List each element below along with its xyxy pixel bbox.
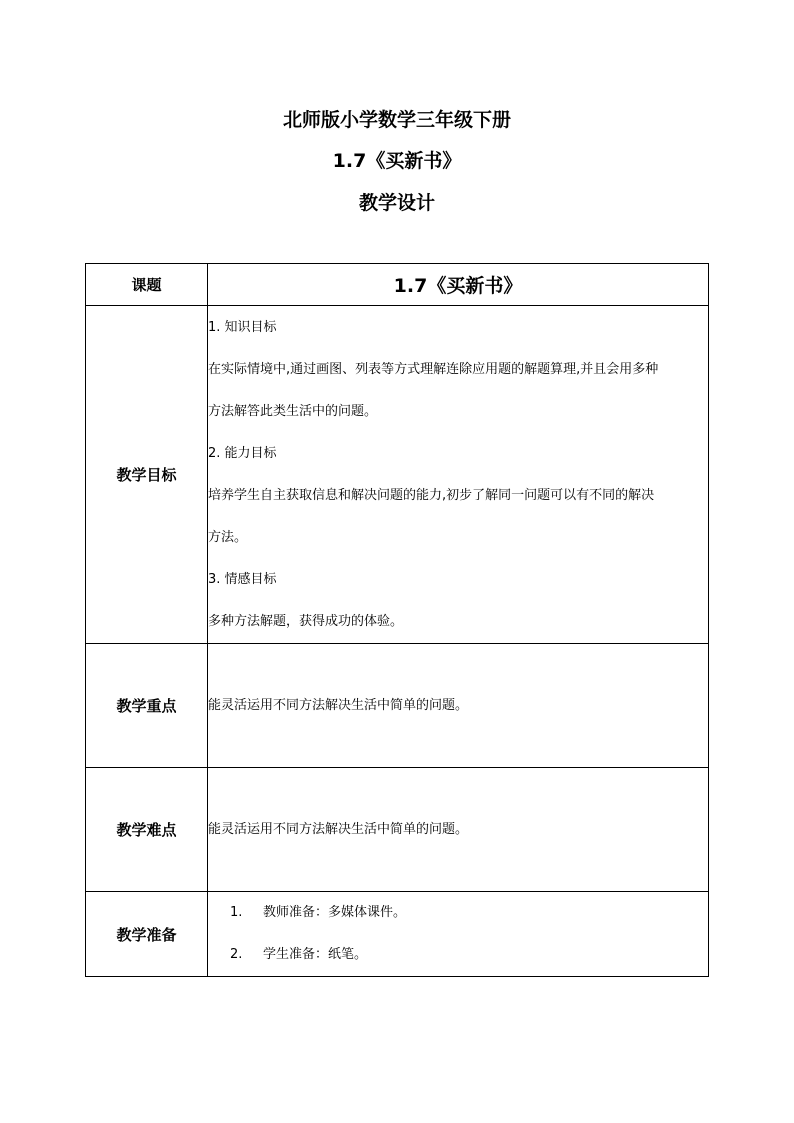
list-item-text: 学生准备：纸笔。 [263, 947, 368, 962]
preparation-content [208, 892, 709, 977]
preparation-list [208, 892, 708, 976]
key-points-text: 能灵活运用不同方法解决生活中简单的问题。 [208, 697, 469, 713]
difficulties-label: 教学难点 [86, 768, 208, 892]
objective-text-line: 多种方法解题，获得成功的体验。 [208, 614, 404, 629]
objectives-row [86, 306, 709, 644]
objectives-label: 教学目标 [86, 306, 208, 644]
objective-text-line: 在实际情境中,通过画图、列表等方式理解连除应用题的解题算理,并且会用多种 [208, 362, 659, 377]
key-points-label: 教学重点 [86, 644, 208, 768]
key-points-row [86, 644, 709, 768]
key-points-content [208, 644, 709, 768]
topic-label: 课题 [86, 264, 208, 306]
objectives-content [208, 306, 709, 644]
objective-heading-knowledge: 1. 知识目标 [208, 320, 277, 335]
preparation-row [86, 892, 709, 977]
lesson-title: 1.7《买新书》 [332, 150, 462, 172]
objective-heading-ability: 2. 能力目标 [208, 446, 277, 461]
objective-heading-emotion: 3. 情感目标 [208, 572, 277, 587]
topic-row [86, 264, 709, 306]
list-item-text: 教师准备：多媒体课件。 [263, 905, 407, 920]
document-subtitle: 教学设计 [358, 192, 435, 214]
topic-value: 1.7《买新书》 [208, 264, 709, 306]
list-item [208, 934, 708, 976]
objective-text-line: 方法解答此类生活中的问题。 [208, 404, 378, 419]
difficulties-content [208, 768, 709, 892]
preparation-label: 教学准备 [86, 892, 208, 977]
difficulties-text: 能灵活运用不同方法解决生活中简单的问题。 [208, 821, 469, 837]
list-item [208, 892, 708, 934]
lesson-plan-table [85, 263, 709, 977]
objective-text-line: 方法。 [208, 530, 248, 545]
document-title: 北师版小学数学三年级下册 [282, 109, 511, 131]
difficulties-row [86, 768, 709, 892]
list-item-number: 1. [230, 905, 243, 920]
objective-text-line: 培养学生自主获取信息和解决问题的能力,初步了解同一问题可以有不同的解决 [208, 488, 655, 503]
list-item-number: 2. [230, 947, 243, 962]
